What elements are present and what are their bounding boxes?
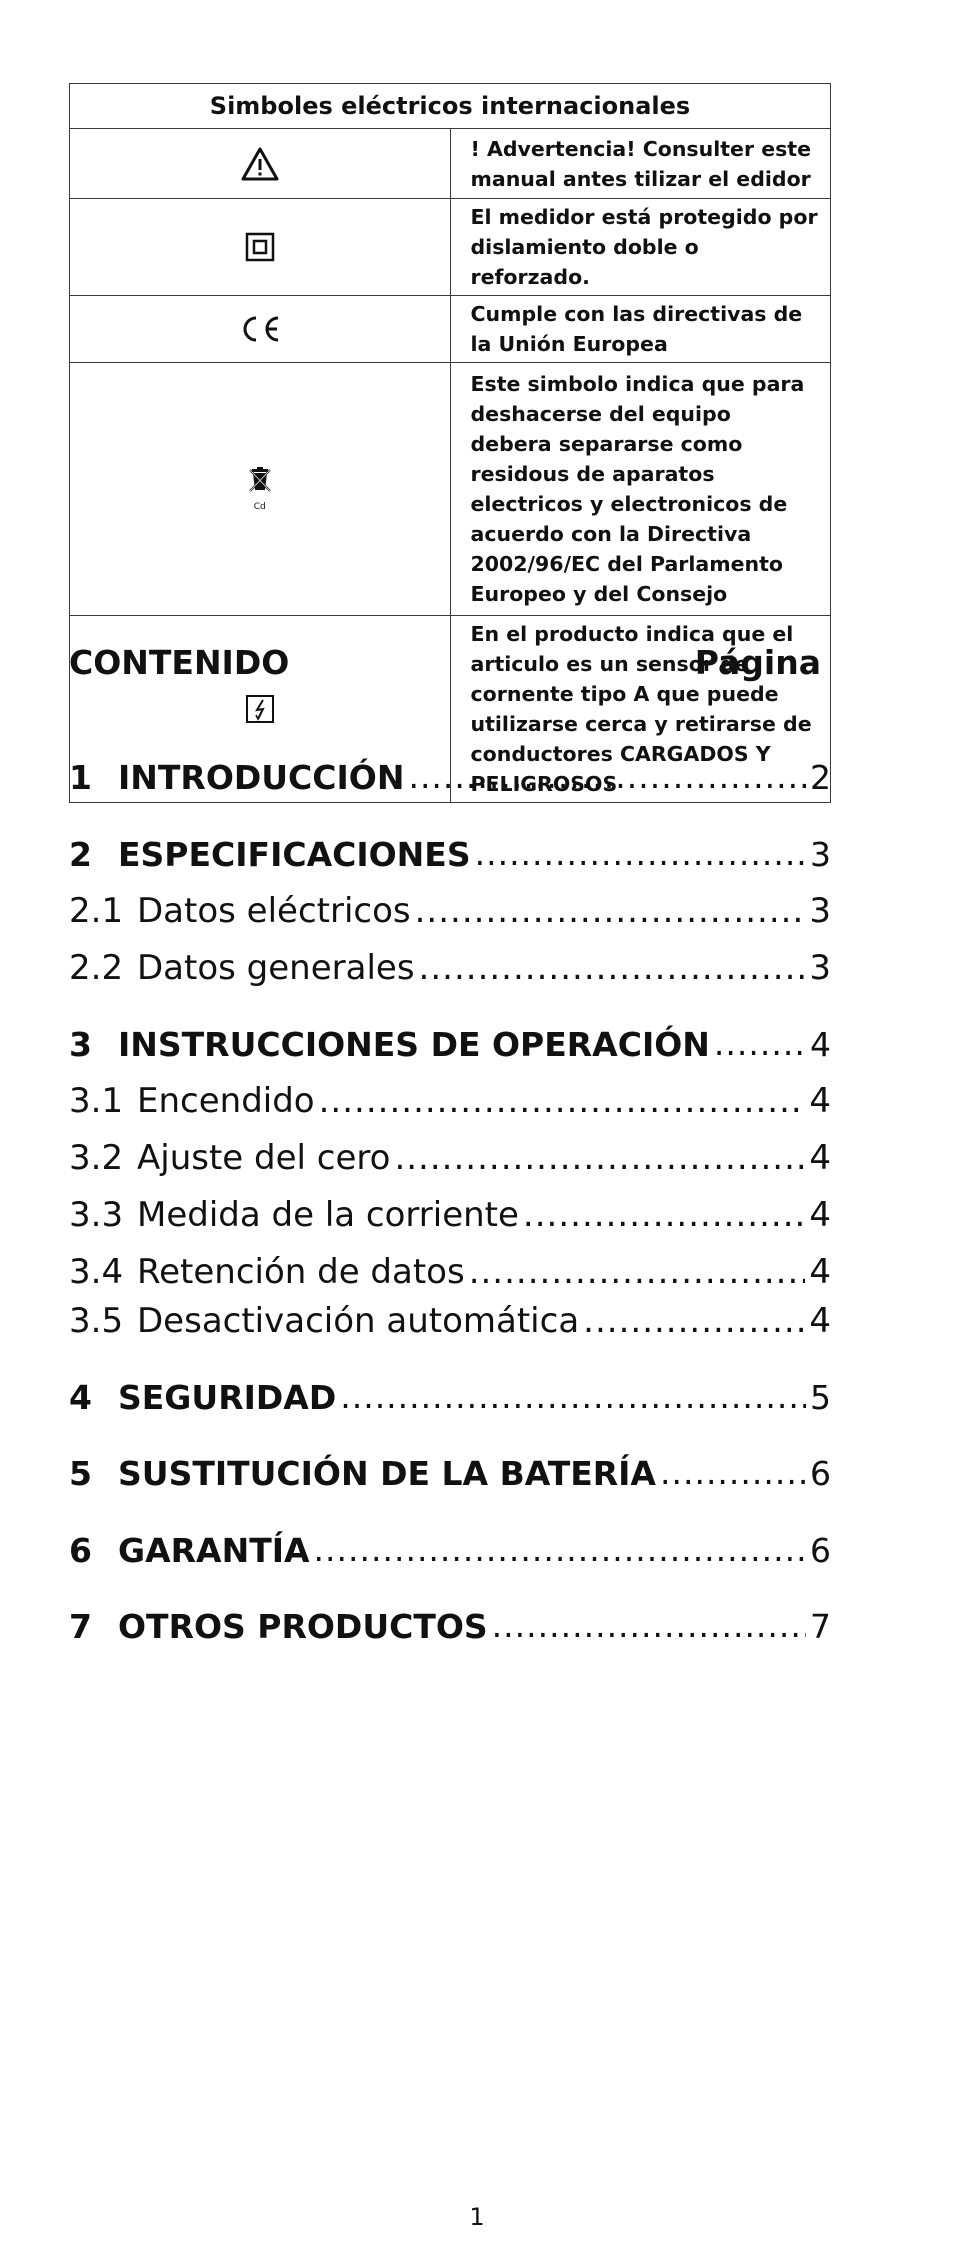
toc-page-number: 5	[810, 1377, 831, 1417]
symbol-description: Cumple con las directivas de la Unión Europea	[450, 296, 831, 363]
toc-leader	[714, 1020, 806, 1068]
toc-number: 3.5	[69, 1301, 124, 1341]
toc-leader	[583, 1297, 805, 1345]
symbol-description: Este simbolo indica que para deshacerse del equipo debera separarse como residous de aparatos electricos y electronicos de acuerdo con la Directiva 2002/96/EC del Parlamento Europeo y del Consejo	[450, 363, 831, 616]
toc-number: 1	[69, 757, 92, 797]
toc-page-number: 4	[809, 1301, 831, 1341]
symbol-description: ! Advertencia! Consulter este manual antes tilizar el edidor	[450, 129, 831, 199]
toc-page-number: 4	[810, 1024, 831, 1064]
toc-title: OTROS PRODUCTOS	[118, 1606, 488, 1646]
toc-leader	[523, 1191, 805, 1239]
toc-page-number: 2	[810, 757, 831, 797]
toc-entry[interactable]	[69, 1020, 831, 1068]
toc-leader	[415, 887, 806, 935]
toc-entry[interactable]	[69, 1077, 831, 1125]
contents-heading: CONTENIDO	[69, 642, 290, 682]
toc-leader	[660, 1449, 806, 1497]
toc-entry[interactable]	[69, 1526, 831, 1574]
toc-title: Retención de datos	[137, 1252, 465, 1292]
toc-title: Datos generales	[137, 948, 415, 988]
toc-title: GARANTÍA	[118, 1530, 310, 1570]
table-of-contents	[69, 0, 831, 2249]
toc-title: Encendido	[137, 1081, 315, 1121]
toc-page-number: 4	[809, 1081, 831, 1121]
toc-leader	[475, 830, 806, 878]
toc-title: ESPECIFICACIONES	[118, 834, 471, 874]
page-number-footer: 1	[469, 2203, 485, 2231]
toc-entry[interactable]	[69, 1134, 831, 1182]
toc-entry[interactable]	[69, 830, 831, 878]
toc-page-number: 4	[809, 1252, 831, 1292]
toc-title: Datos eléctricos	[137, 891, 411, 931]
toc-number: 3.3	[69, 1195, 124, 1235]
toc-entry[interactable]	[69, 1602, 831, 1650]
toc-entry[interactable]	[69, 1297, 831, 1345]
toc-number: 4	[69, 1377, 92, 1417]
toc-number: 2.2	[69, 948, 124, 988]
toc-entry[interactable]	[69, 887, 831, 935]
toc-number: 7	[69, 1606, 92, 1646]
toc-entry[interactable]	[69, 753, 831, 801]
toc-entry[interactable]	[69, 1191, 831, 1239]
toc-page-number: 3	[809, 891, 831, 931]
toc-entry[interactable]	[69, 1449, 831, 1497]
toc-entry[interactable]	[69, 944, 831, 992]
toc-leader	[492, 1602, 806, 1650]
toc-leader	[394, 1134, 805, 1182]
symbol-description: El medidor está protegido por dislamiento doble o reforzado.	[450, 199, 831, 296]
toc-number: 3.4	[69, 1252, 124, 1292]
toc-number: 2	[69, 834, 92, 874]
toc-number: 5	[69, 1453, 92, 1493]
toc-leader	[340, 1373, 806, 1421]
toc-title: Desactivación automática	[137, 1301, 580, 1341]
toc-page-number: 4	[809, 1195, 831, 1235]
toc-title: Ajuste del cero	[137, 1138, 391, 1178]
toc-page-number: 7	[810, 1606, 831, 1646]
toc-number: 6	[69, 1530, 92, 1570]
toc-page-number: 6	[810, 1453, 831, 1493]
toc-page-number: 4	[809, 1138, 831, 1178]
toc-number: 2.1	[69, 891, 124, 931]
toc-number: 3.1	[69, 1081, 124, 1121]
symbol-description: En el producto indica que el articulo es un sensor de cornente tipo A que puede utilizarse cerca y retirarse de conductores CARGADOS Y PELIGROSOS	[450, 616, 831, 803]
toc-entry[interactable]	[69, 1248, 831, 1296]
toc-title: SEGURIDAD	[118, 1377, 337, 1417]
toc-page-number: 3	[810, 834, 831, 874]
toc-title: INTRODUCCIÓN	[118, 757, 405, 797]
symbols-table-title: Simboles eléctricos internacionales	[70, 84, 831, 129]
toc-page-number: 6	[810, 1530, 831, 1570]
toc-leader	[314, 1526, 806, 1574]
toc-page-number: 3	[809, 948, 831, 988]
toc-number: 3	[69, 1024, 92, 1064]
page-column-heading: Página	[694, 642, 821, 682]
weee-icon-label: Cd	[253, 501, 266, 512]
toc-leader	[319, 1077, 806, 1125]
toc-leader	[408, 753, 806, 801]
toc-title: Medida de la corriente	[137, 1195, 519, 1235]
toc-leader	[419, 944, 806, 992]
toc-leader	[469, 1248, 806, 1296]
toc-title: INSTRUCCIONES DE OPERACIÓN	[118, 1024, 710, 1064]
toc-number: 3.2	[69, 1138, 124, 1178]
toc-title: SUSTITUCIÓN DE LA BATERÍA	[118, 1453, 656, 1493]
toc-entry[interactable]	[69, 1373, 831, 1421]
